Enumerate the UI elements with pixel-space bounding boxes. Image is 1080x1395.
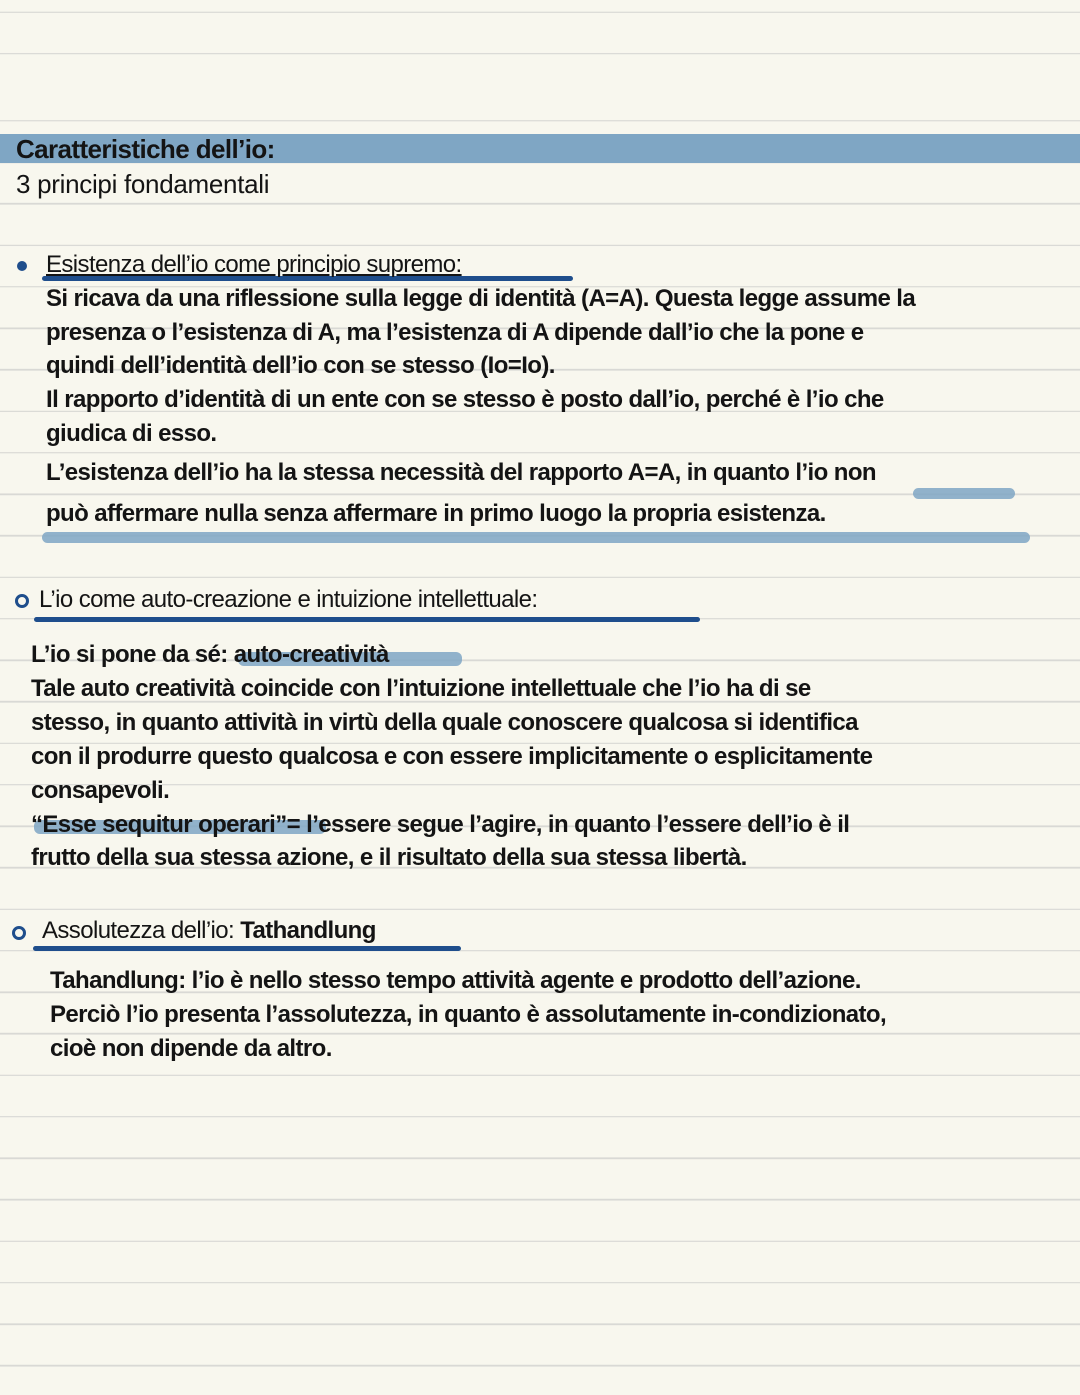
text-line: quindi dell’identità dell’io con se stesso (Io=Io). [46,352,555,379]
section-heading-3 [42,916,376,946]
heading-underline [33,946,461,951]
text-line: frutto della sua stessa azione, e il risultato della sua stessa libertà. [31,844,747,871]
text-line: cioè non dipende da altro. [50,1035,332,1062]
text-segment: = l’essere segue l’agire, in quanto l’essere dell’io è il [286,811,850,838]
text-line: con il produrre questo qualcosa e con essere implicitamente o esplicitamente [31,743,873,770]
text-line: Si ricava da una riflessione sulla legge di identità (A=A). Questa legge assume la [46,285,916,312]
text-line [46,458,876,488]
text-line: presenza o l’esistenza di A, ma l’esistenza di A dipende dall’io che la pone e [46,319,864,346]
bullet-icon [17,261,27,271]
page-subtitle: 3 principi fondamentali [16,169,270,199]
heading-text: Assolutezza dell’io: [42,917,241,944]
section-heading-1: Esistenza dell’io come principio supremo: [46,251,462,278]
heading-bold-term: Tathandlung [240,917,376,944]
text-line: Perciò l’io presenta l’assolutezza, in quanto è assolutamente in-condizionato, [50,1001,887,1028]
text-line: Tale auto creatività coincide con l’intuizione intellettuale che l’io ha di se [31,675,811,702]
text-line [31,640,389,670]
text-segment: L’esistenza dell’io ha la stessa necessità del rapporto A=A, in quanto [46,459,796,486]
text-line: consapevoli. [31,777,170,804]
highlighted-quote: “Esse sequitur operari” [31,811,287,838]
text-line: Tahandlung: l’io è nello stesso tempo attività agente e prodotto dell’azione. [50,967,861,994]
bullet-icon [15,594,29,608]
text-line: stesso, in quanto attività in virtù della quale conoscere qualcosa si identifica [31,709,858,736]
highlight-mark [42,532,1030,543]
text-line: Il rapporto d’identità di un ente con se stesso è posto dall’io, perché è l’io che [46,386,884,413]
text-segment: L’io si pone da sé: [31,641,234,668]
highlight-mark [913,488,1015,499]
section-heading-2: L’io come auto-creazione e intuizione intellettuale: [39,586,538,613]
bullet-icon [12,926,26,940]
heading-underline [34,617,700,622]
page-title: Caratteristiche dell’io: [16,134,275,164]
text-line: giudica di esso. [46,420,217,447]
text-line [31,810,849,840]
emphasized-line: può affermare nulla senza affermare in primo luogo la propria esistenza. [46,500,826,527]
emphasized-text: auto-creatività [233,641,389,668]
emphasized-text: l’io non [795,459,876,486]
